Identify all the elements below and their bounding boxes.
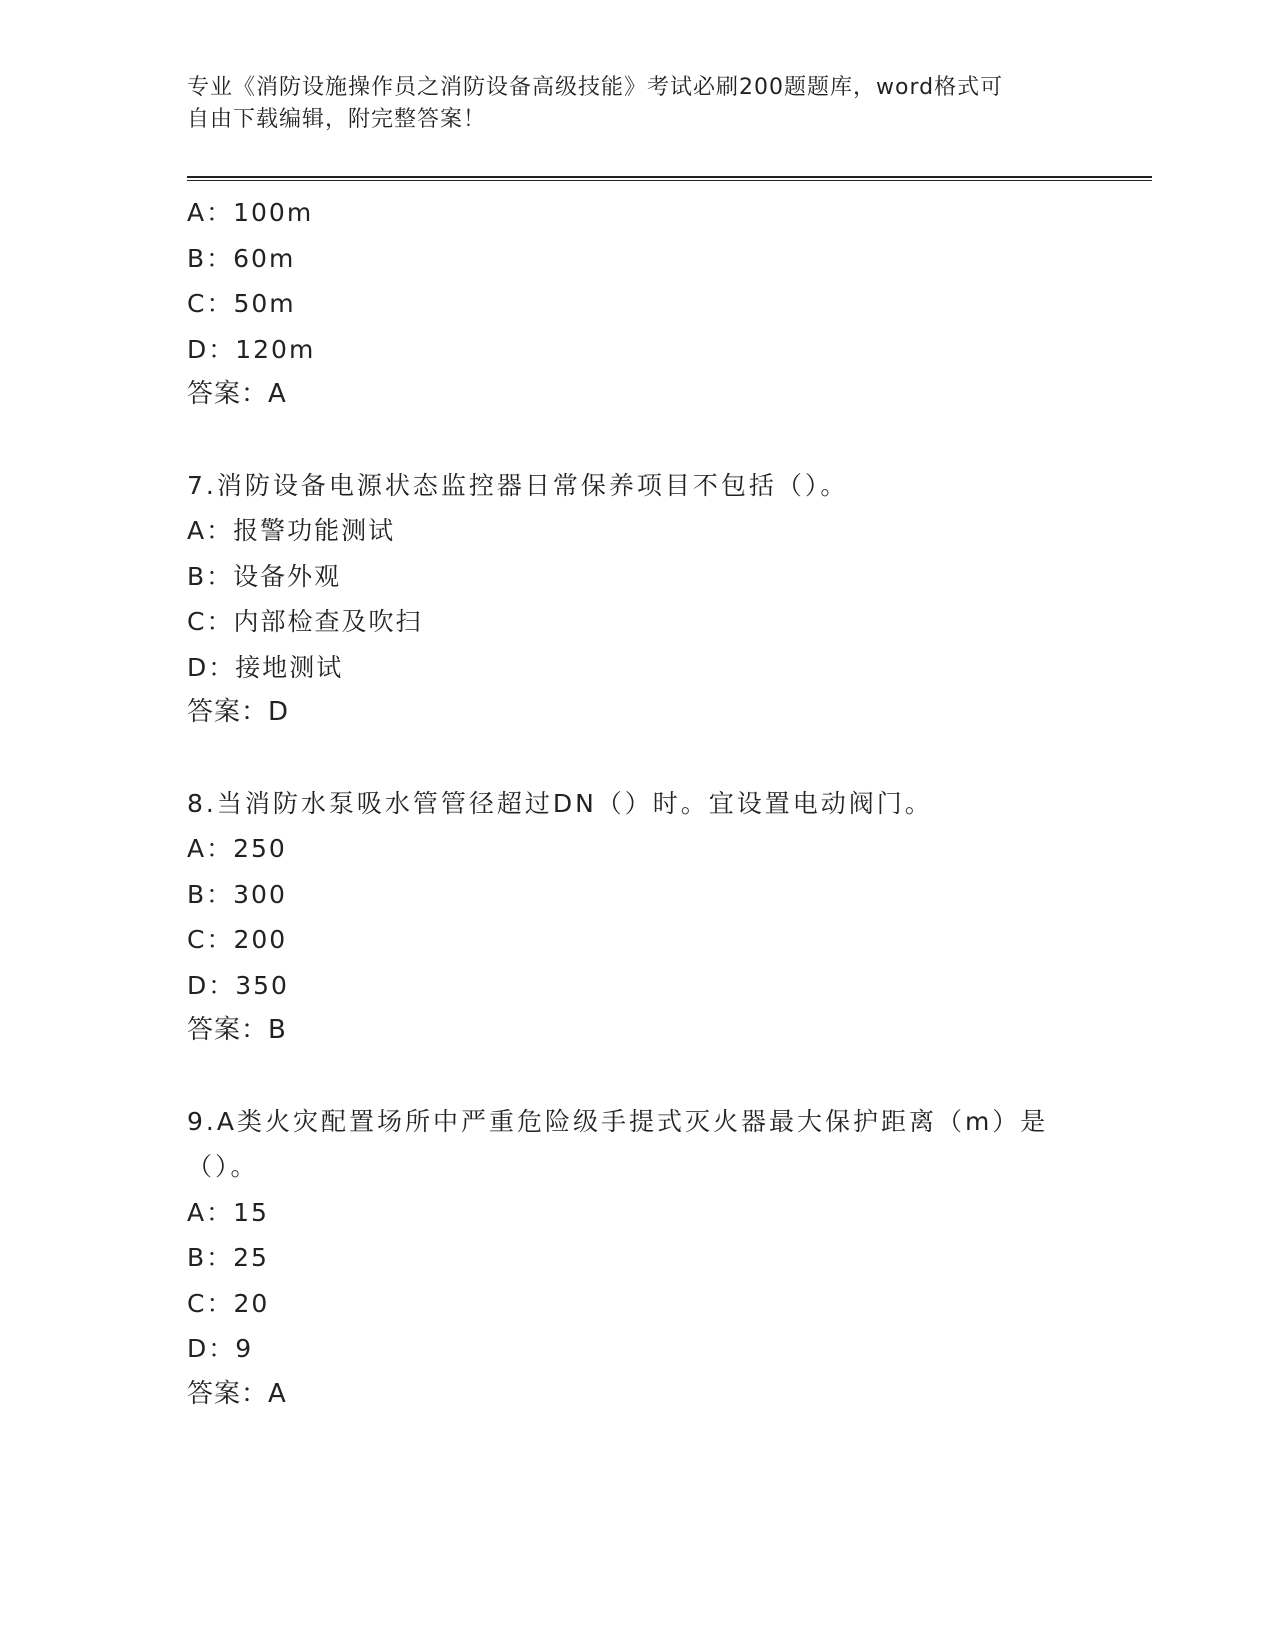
option-d: D：120m [187, 334, 316, 364]
answer-text: 答案：D [187, 697, 290, 727]
question-9-block [187, 1099, 1147, 1418]
question-list [187, 190, 1147, 1417]
option-a: A：100m [187, 198, 314, 227]
option-a: A：250 [187, 834, 287, 863]
question-text-line-1: 9.A类火灾配置场所中严重危险级手提式灭火器最大保护距离（m）是 [187, 1106, 1049, 1136]
option-b: B：300 [187, 879, 287, 909]
option-b: B：60m [187, 243, 296, 273]
question-text: 8.当消防水泵吸水管管径超过DN（）时。宜设置电动阀门。 [187, 788, 933, 818]
header-divider [187, 176, 1152, 181]
option-d: D：9 [187, 1334, 254, 1363]
question-6-block [187, 190, 1147, 418]
option-d: D：350 [187, 970, 289, 1000]
answer-text: 答案：A [187, 379, 287, 409]
option-d: D：接地测试 [187, 652, 344, 682]
question-7-block [187, 463, 1147, 736]
answer-text: 答案：A [187, 1378, 287, 1409]
document-header [187, 72, 1067, 136]
header-line-1: 专业《消防设施操作员之消防设备高级技能》考试必刷200题题库，word格式可 [187, 75, 1004, 100]
option-c: C：20 [187, 1288, 270, 1318]
header-line-2: 自由下载编辑，附完整答案！ [187, 107, 487, 132]
answer-text: 答案：B [187, 1015, 287, 1045]
option-c: C：200 [187, 925, 288, 954]
question-text-line-2: （）。 [187, 1152, 259, 1181]
option-b: B：设备外观 [187, 561, 342, 591]
option-a: A：15 [187, 1197, 269, 1227]
question-8-block [187, 781, 1147, 1054]
question-text: 7.消防设备电源状态监控器日常保养项目不包括（）。 [187, 470, 849, 500]
option-b: B：25 [187, 1243, 269, 1272]
option-c: C：50m [187, 289, 296, 318]
option-a: A：报警功能测试 [187, 516, 396, 545]
option-c: C：内部检查及吹扫 [187, 607, 423, 636]
question-text [187, 1099, 1087, 1190]
